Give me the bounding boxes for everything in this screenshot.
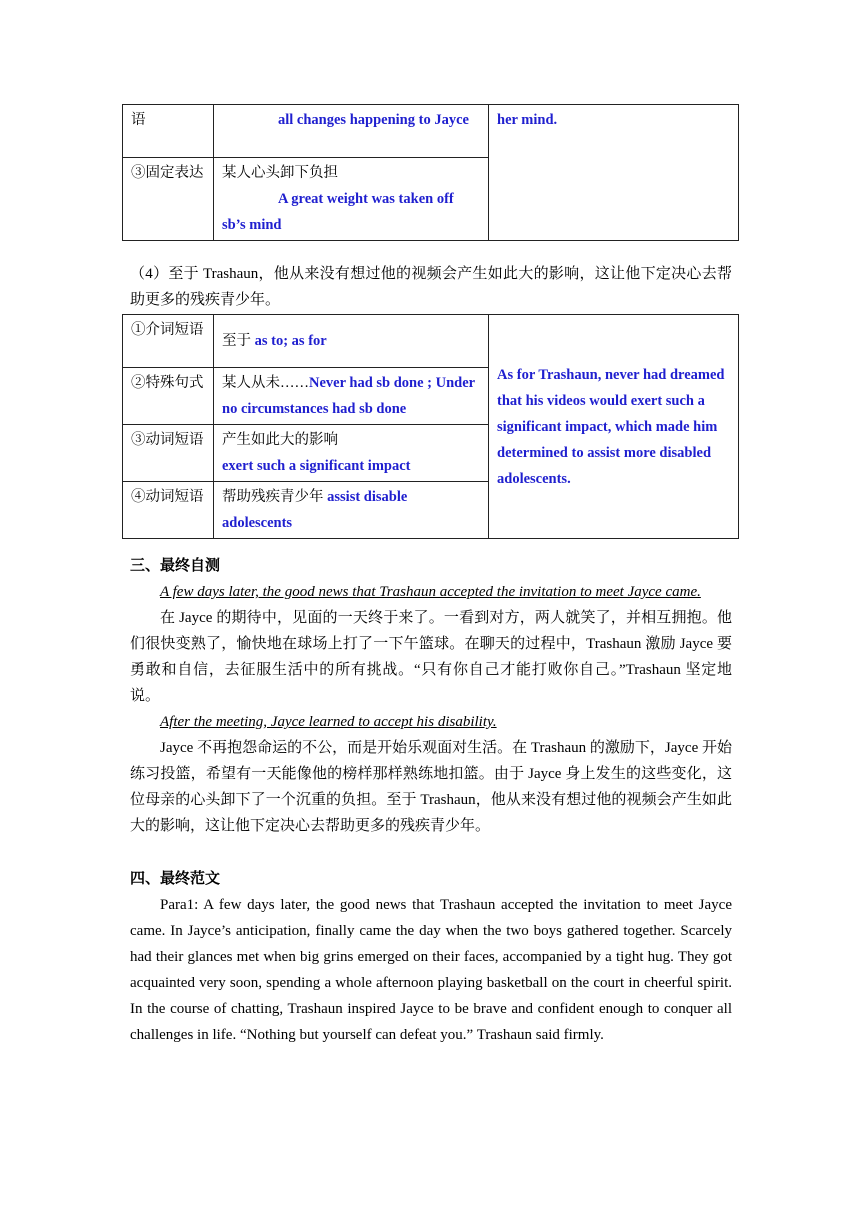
table-cell-phrase [214,158,489,241]
phrase-chinese: 某人心头卸下负担 [222,165,338,181]
table-cell-english: all changes happening to Jayce [214,105,489,158]
table-cell-label: ④动词短语 [123,482,214,539]
section-4-heading: 四、最终范文 [130,871,221,887]
item-4-prompt: （4）至于 Trashaun，他从来没有想过他的视频会产生如此大的影响，这让他下定决心去帮助更多的残疾青少年。 [130,266,732,308]
phrase-english: exert such a significant impact [222,458,411,474]
table-cell-label: ③固定表达 [123,158,214,241]
table-cell-phrase [214,315,489,368]
table-cell-phrase [214,482,489,539]
model-sentence: As for Trashaun, never had dreamed that his videos would exert such a significant impact, which made him determined to assist more disabled adolescents. [497,366,725,487]
section-4-model-paragraph: Para1: A few days later, the good news that Trashaun accepted the invitation to meet Jayce came. In Jayce’s anticipation, finally came the day when the two boys gathered together. Scarcely had their glances met when big grins emerged on their faces, accompanied by a tight hug. They got acquainted very soon, spending a whole afternoon playing basketball on the court in cheerful spirit. In the course of chatting, Trashaun inspired Jayce to be brave and confident enough to conquer all challenges in life. “Nothing but yourself can defeat you.” Trashaun said firmly. [130,897,732,1043]
phrase-chinese: 至于 [222,333,251,349]
section-3-heading: 三、最终自测 [130,558,221,574]
section-3-lead-sentence-2: After the meeting, Jayce learned to accept his disability. [160,714,497,730]
section-3-paragraph-2: Jayce 不再抱怨命运的不公，而是开始乐观面对生活。在 Trashaun 的激励下，Jayce 开始练习投篮，希望有一天能像他的榜样那样熟练地扣篮。由于 Jayce 身上发生的这些变化，这位母亲的心头卸下了一个沉重的负担。至于 Trashaun，他从来没有想过他的视频会产生如此大的影响，这让他下定决心去帮助更多的残疾青少年。 [130,740,732,834]
table-cell-answer [489,315,739,539]
table-cell-label: ②特殊句式 [123,368,214,425]
table-cell-label: ③动词短语 [123,425,214,482]
phrase-chinese: 某人从未…… [222,375,309,391]
phrase-english: Never had sb done ; Under no circumstances had sb done [222,375,475,417]
table-cell-phrase [214,425,489,482]
phrase-table-4 [122,314,739,539]
phrase-chinese: 帮助残疾青少年 [222,489,324,505]
section-3-paragraph-1: 在 Jayce 的期待中，见面的一天终于来了。一看到对方，两人就笑了，并相互拥抱。他们很快变熟了，愉快地在球场上打了一下午篮球。在聊天的过程中，Trashaun 激励 Jayce 要勇敢和自信，去征服生活中的所有挑战。“只有你自己才能打败你自己。”Trashaun 坚定地说。 [130,610,732,704]
phrase-english: assist disable adolescents [222,489,408,531]
phrase-table-continued [122,104,739,241]
phrase-english: as to; as for [254,333,327,349]
table-cell-phrase [214,368,489,425]
table-cell-label: 语 [123,105,214,158]
phrase-chinese: 产生如此大的影响 [222,432,338,448]
table-cell-answer: her mind. [489,105,739,241]
table-cell-label: ①介词短语 [123,315,214,368]
phrase-english: A great weight was taken off sb’s mind [222,191,454,233]
section-3-lead-sentence-1: A few days later, the good news that Trashaun accepted the invitation to meet Jayce came. [160,584,701,600]
